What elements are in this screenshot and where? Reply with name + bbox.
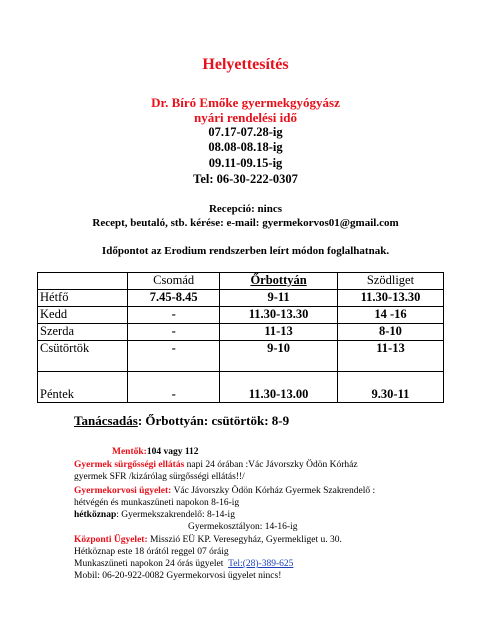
day-cell: Péntek (38, 372, 128, 403)
booking-note: Időpontot az Erodium rendszerben leírt módon foglalhatnak. (101, 245, 390, 257)
page-title: Helyettesítés (202, 56, 289, 73)
date-range: 09.11-09.15-ig (208, 156, 283, 170)
ambulance-label: Mentők: (112, 447, 147, 457)
ambulance-line (112, 446, 199, 458)
weekday-text: : Gyermekszakrendelő: 8-14-ig (116, 510, 235, 520)
empty-header-cell (38, 273, 128, 290)
hours-cell: 11-13 (337, 341, 443, 372)
day-cell: Hétfő (38, 290, 128, 307)
hours-cell: 11.30-13.00 (220, 372, 338, 403)
hours-cell: 8-10 (337, 324, 443, 341)
ward-line: Gyermekosztályon: 14-16-ig (188, 522, 298, 532)
holiday-text: Munkaszüneti napokon 24 órás ügyelet (74, 559, 224, 569)
emergency-text: napi 24 órában :Vác Jávorszky Ödön Kórház (184, 460, 358, 470)
counseling-line (74, 413, 289, 429)
doctor-name: Dr. Bíró Emőke gyermekgyógyász (151, 95, 340, 110)
mobile-line: Mobil: 06-20-922-0082 Gyermekorvosi ügyelet nincs! (74, 571, 282, 581)
table-row (38, 290, 444, 307)
emergency-label: Gyermek sürgősségi ellátás (74, 460, 185, 470)
weekend-line: hétvégén és munkaszüneti napokon 8-16-ig (74, 498, 240, 508)
day-cell: Csütörtök (38, 341, 128, 372)
counseling-detail: : Őrbottyán: csütörtök: 8-9 (137, 413, 290, 428)
table-row (38, 372, 444, 403)
counseling-label: Tanácsadás (74, 413, 138, 428)
hours-cell: 7.45-8.45 (128, 290, 220, 307)
schedule-table (37, 272, 444, 403)
ambulance-number: 104 vagy 112 (146, 447, 199, 457)
duty-text: Vác Jávorszky Ödön Kórház Gyermek Szakrendelő : (171, 486, 376, 496)
hours-cell: - (128, 324, 220, 341)
central-duty-label: Központi Ügyelet: (74, 535, 148, 545)
table-row (38, 307, 444, 324)
hours-cell: 9.30-11 (337, 372, 443, 403)
email-line: Recept, beutaló, stb. kérése: e-mail: gyermekorvos01@gmail.com (92, 217, 399, 229)
central-duty-text: Misszió EÜ KP. Veresegyház, Gyermekliget u. 30. (147, 535, 342, 545)
weekday-label: hétköznap (74, 510, 117, 520)
hours-cell: - (128, 372, 220, 403)
emergency-line (74, 459, 358, 471)
evening-line: Hétköznap este 18 órától reggel 07 óráig (74, 547, 229, 557)
hours-cell: - (128, 307, 220, 324)
hours-subtitle: nyári rendelési idő (193, 110, 298, 125)
hours-cell: 14 -16 (337, 307, 443, 324)
date-range: 07.17-07.28-ig (208, 125, 283, 139)
reception-line: Recepció: nincs (208, 203, 282, 215)
duty-label: Gyermekorvosi ügyelet: (74, 486, 172, 496)
hours-cell: 11.30-13.30 (337, 290, 443, 307)
weekday-line (74, 509, 235, 521)
table-row (38, 341, 444, 372)
day-cell: Szerda (38, 324, 128, 341)
holiday-line (74, 558, 293, 570)
hours-cell: 11-13 (220, 324, 338, 341)
central-duty-line (74, 534, 342, 546)
column-header: Őrbottyán (220, 273, 338, 290)
hours-cell: 9-10 (220, 341, 338, 372)
hours-cell: - (128, 341, 220, 372)
duty-line (74, 485, 375, 497)
phone-link[interactable]: Tel:(28)-389-625 (228, 559, 294, 569)
column-header: Csomád (128, 273, 220, 290)
hours-cell: 9-11 (220, 290, 338, 307)
phone-line: Tel: 06-30-222-0307 (193, 172, 298, 186)
day-cell: Kedd (38, 307, 128, 324)
date-range: 08.08-08.18-ig (208, 140, 283, 154)
column-header: Szödliget (337, 273, 443, 290)
hours-cell: 11.30-13.30 (220, 307, 338, 324)
table-header-row (38, 273, 444, 290)
emergency-line-2: gyermek SFR /kizárólag sürgősségi ellátás!!/ (74, 472, 245, 482)
table-row (38, 324, 444, 341)
